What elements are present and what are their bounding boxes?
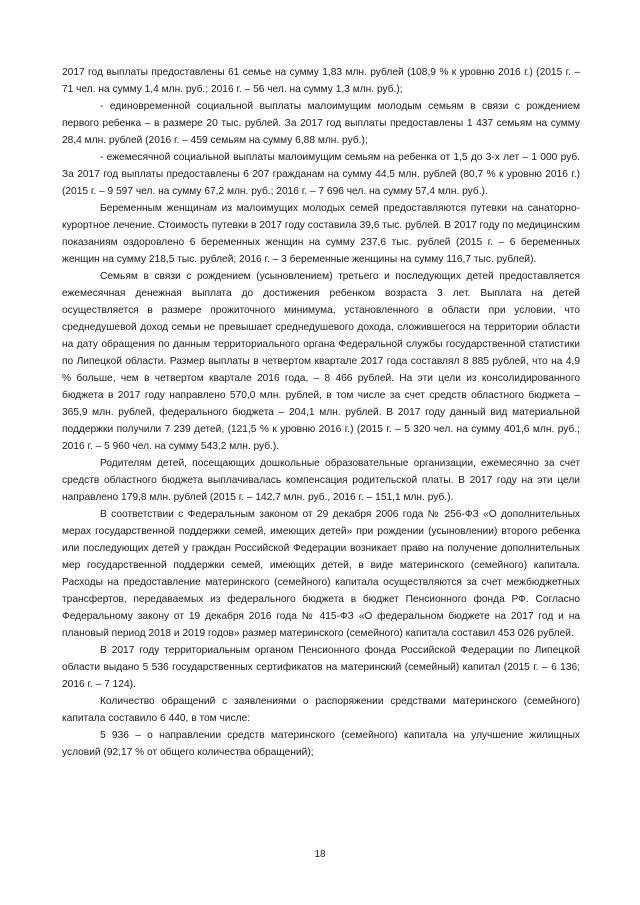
page-body [62,64,580,761]
paragraph-8: В 2017 году территориальным органом Пенсионного фонда Российской Федерации по Липецкой области выдано 5 536 государственных сертификатов на материнский (семейный) капитал (2015 г. – 6 136; 2016 г. – 7 124). [62,645,580,690]
paragraph-5: Семьям в связи с рождением (усыновлением) третьего и последующих детей предоставляется ежемесячная денежная выплата до достижения ребенком возраста 3 лет. Выплата на детей осуществляется в размере прожиточного минимума, установленного в области при условии, что среднедушевой доход семьи не превышает среднедушевого дохода, сложившегося на территории области на дату обращения по данным территориального органа Федеральной службы государственной статистики по Липецкой области. Размер выплаты в четвертом квартале 2017 года составлял 8 885 рублей, что на 4,9 % больше, чем в четвертом квартале 2016 года, – 8 466 рублей. На эти цели из консолидированного бюджета в 2017 году направлено 570,0 млн. рублей, в том числе за счет средств областного бюджета – 365,9 млн. рублей, федерального бюджета – 204,1 млн. рублей. В 2017 году данный вид материальной поддержки получили 7 239 детей, (121,5 % к уровню 2016 г.) (2015 г. – 5 320 чел. на сумму 401,6 млн. руб.; 2016 г. – 5 960 чел. на сумму 543,2 млн. руб.). [62,271,580,452]
paragraph-4: Беременным женщинам из малоимущих молодых семей предоставляются путевки на санаторно-курортное лечение. Стоимость путевки в 2017 году составила 39,6 тыс. рублей. В 2017 году по медицинским показаниям оздоровлено 6 беременных женщин на сумму 237,6 тыс. рублей (2015 г. – 6 беременных женщин на сумму 218,5 тыс. рублей; 2016 г. – 3 беременные женщины на сумму 116,7 тыс. рублей). [62,203,580,265]
page-number: 18 [314,849,326,860]
paragraph-6: Родителям детей, посещающих дошкольные образовательные организации, ежемесячно за счет средств областного бюджета выплачивалась компенсация родительской платы. В 2017 году на эти цели направлено 179,8 млн. рублей (2015 г. – 142,7 млн. руб., 2016 г. – 151,1 млн. руб.). [62,458,580,503]
paragraph-3: - ежемесячной социальной выплаты малоимущим семьям на ребенка от 1,5 до 3-х лет – 1 000 руб. За 2017 год выплаты предоставлены 6 207 гражданам на сумму 44,5 млн. рублей (80,7 % к уровню 2016 г.) (2015 г. – 9 597 чел. на сумму 67,2 млн. руб.; 2016 г. – 7 696 чел. на сумму 57,4 млн. руб.). [62,152,580,197]
paragraph-10: 5 936 – о направлении средств материнского (семейного) капитала на улучшение жилищных условий (92,17 % от общего количества обращений); [62,730,580,758]
paragraph-1: 2017 год выплаты предоставлены 61 семье на сумму 1,83 млн. рублей (108,9 % к уровню 2016 г.) (2015 г. – 71 чел. на сумму 1,4 млн. руб.; 2016 г. – 56 чел. на сумму 1,3 млн. руб.); [62,67,580,95]
paragraph-9: Количество обращений с заявлениями о распоряжении средствами материнского (семейного) капитала составило 6 440, в том числе: [62,696,580,724]
paragraph-2: - единовременной социальной выплаты малоимущим молодым семьям в связи с рождением первого ребенка – в размере 20 тыс. рублей. За 2017 год выплаты предоставлены 1 437 семьям на сумму 28,4 млн. рублей (2016 г. – 459 семьям на сумму 6,88 млн. руб.); [62,101,580,146]
paragraph-7: В соответствии с Федеральным законом от 29 декабря 2006 года № 256-ФЗ «О дополнительных мерах государственной поддержки семей, имеющих детей» при рождении (усыновлении) второго ребенка или последующих детей у граждан Российской Федерации возникает право на получение дополнительных мер государственной поддержки семей, имеющих детей, в виде материнского (семейного) капитала. Расходы на предоставление материнского (семейного) капитала осуществляются за счет межбюджетных трансфертов, передаваемых из федерального бюджета в бюджет Пенсионного фонда РФ. Согласно Федеральному закону от 19 декабря 2016 года № 415-ФЗ «О федеральном бюджете на 2017 год и на плановый период 2018 и 2019 годов» размер материнского (семейного) капитала составил 453 026 рублей. [62,509,580,639]
